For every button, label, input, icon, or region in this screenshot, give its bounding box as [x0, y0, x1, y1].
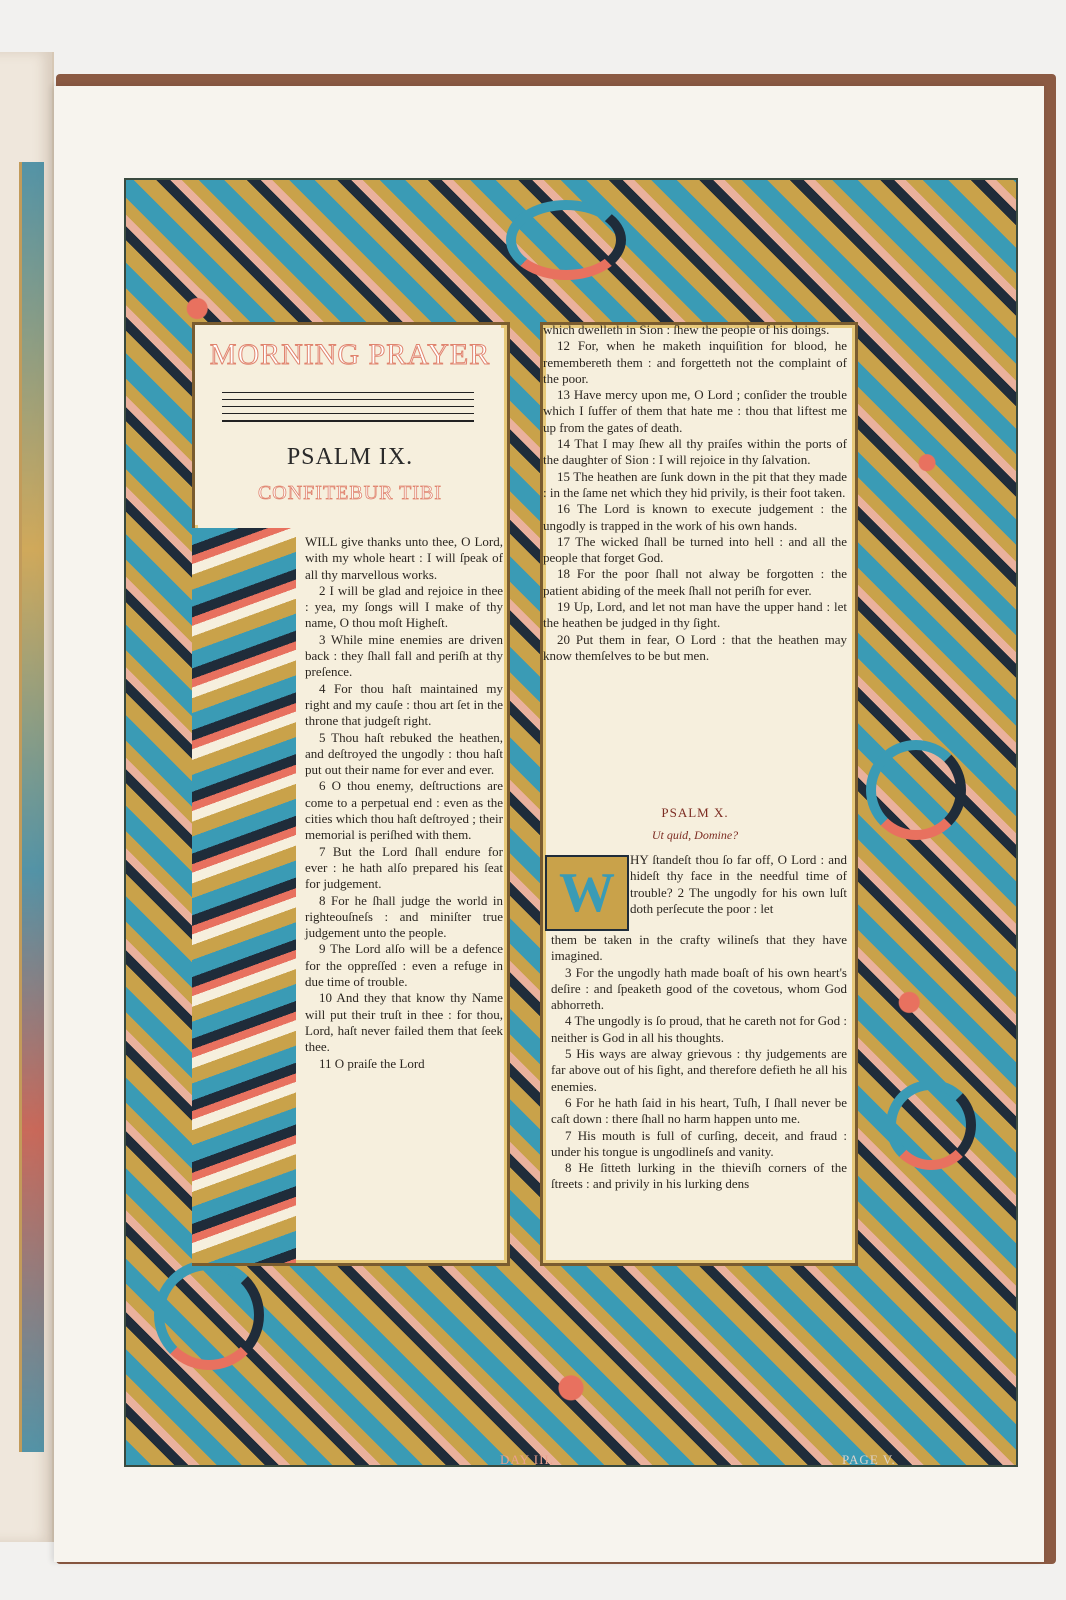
verse: 20 Put them in fear, O Lord : that the heathen may know themſelves to be but men. [543, 631, 847, 663]
verse: 15 The heathen are ſunk down in the pit that they made : in the ſame net which they hid privily, is their foot taken. [543, 468, 847, 500]
verse: 5 His ways are alway grievous : thy judgements are far above out of his ſight, and therefore defieth he all his enemies. [551, 1046, 847, 1094]
verse: 17 The wicked ſhall be turned into hell : and all the people that forget God. [543, 533, 847, 566]
verse: 3 For the ungodly hath made boaſt of his own heart's deſire : and ſpeaketh good of the covetous, whom God abhorreth. [551, 964, 847, 1013]
verse: 4 The ungodly is ſo proud, that he careth not for God : neither is God in all his thoughts. [551, 1013, 847, 1045]
verse: 6 For he hath ſaid in his heart, Tuſh, I ſhall never be caſt down : there ſhall no harm happen unto me. [551, 1094, 847, 1127]
facing-page-border [19, 162, 44, 1452]
facing-page-edge [0, 52, 54, 1542]
verse: 4 For thou haſt maintained my right and my cauſe : thou art ſet in the throne that judgeſt right. [305, 680, 503, 729]
verse: WILL give thanks unto thee, O Lord, with my whole heart : I will ſpeak of all thy marvellous works. [305, 534, 503, 582]
verse: them be taken in the crafty wilineſs that they have imagined. [551, 932, 847, 964]
verse: 7 But the Lord ſhall endure for ever : he hath alſo prepared his ſeat for judgement. [305, 843, 503, 892]
text-column-left [305, 534, 503, 1072]
page-number: PAGE V. [842, 1452, 896, 1467]
chant-music-staff [222, 392, 474, 422]
verse: 9 The Lord alſo will be a defence for the oppreſſed : even a refuge in due time of trouble. [305, 941, 503, 990]
text-column-psalm-x [551, 932, 847, 1193]
border-swirl [866, 740, 966, 840]
verse: 12 For, when he maketh inquiſition for blood, he remembereth them : and forgetteth not the complaint of the poor. [543, 338, 847, 386]
verse: 5 Thou haſt rebuked the heathen, and deſtroyed the ungodly : thou haſt put out their name for ever and ever. [305, 729, 503, 778]
border-swirl [506, 200, 626, 280]
border-swirl [886, 1080, 976, 1170]
verse: 6 O thou enemy, deſtructions are come to a perpetual end : even as the cities which thou haſt deſtroyed ; their memorial is periſhed with them. [305, 778, 503, 843]
drop-cap-initial: W [545, 855, 629, 931]
verse: 10 And they that know thy Name will put their truſt in thee : for thou, Lord, haſt never failed them that ſeek thee. [305, 990, 503, 1055]
verse: HY ſtandeſt thou ſo far off, O Lord : and hideſt thy face in the needful time of trouble? 2 The ungodly for his own luſt doth perſecute the poor : let [630, 852, 847, 916]
text-column-right [543, 322, 847, 664]
psalm-heading: PSALM IX. [286, 444, 414, 470]
verse: 14 That I may ſhew all thy praiſes within the ports of the daughter of Sion : I will rejoice in thy ſalvation. [543, 436, 847, 468]
psalm-subtitle: CONFITEBUR TIBI [257, 482, 443, 504]
verse: 11 O praiſe the Lord [319, 1055, 425, 1071]
verse: 16 The Lord is known to execute judgement : the ungodly is trapped in the work of his own hands. [543, 501, 847, 533]
verse: 3 While mine enemies are driven back : they ſhall fall and periſh at thy preſence. [305, 631, 503, 680]
verse: 19 Up, Lord, and let not man have the upper hand : let the heathen be judged in thy ſight. [543, 599, 847, 631]
day-label: DAY III. [500, 1452, 554, 1467]
psalm-x-subtitle: Ut quid, Domine? [651, 828, 739, 842]
decorated-initial-ornament [192, 528, 296, 1263]
verse: 7 His mouth is full of curſing, deceit, and fraud : under his tongue is ungodlineſs and vanity. [551, 1127, 847, 1159]
text-beside-dropcap [630, 852, 847, 917]
verse: 8 For he ſhall judge the world in righteouſneſs : and miniſter true judgement unto the people. [305, 892, 503, 941]
verse: which dwelleth in Sion : ſhew the people of his doings. [543, 322, 830, 337]
border-swirl [154, 1260, 264, 1370]
psalm-x-heading: PSALM X. [661, 805, 729, 820]
verse: 18 For the poor ſhall not alway be forgotten : the patient abiding of the meek ſhall not periſh for ever. [543, 566, 847, 598]
verse: 8 He ſitteth lurking in the thieviſh corners of the ſtreets : and privily in his lurking dens [551, 1160, 847, 1192]
page-title: MORNING PRAYER [209, 338, 491, 371]
verse: 13 Have mercy upon me, O Lord ; conſider the trouble which I ſuffer of them that hate me : thou that liftest me up from the gates of death. [543, 387, 847, 435]
verse: 2 I will be glad and rejoice in thee : yea, my ſongs will I make of thy name, O thou moſt Higheſt. [305, 582, 503, 631]
